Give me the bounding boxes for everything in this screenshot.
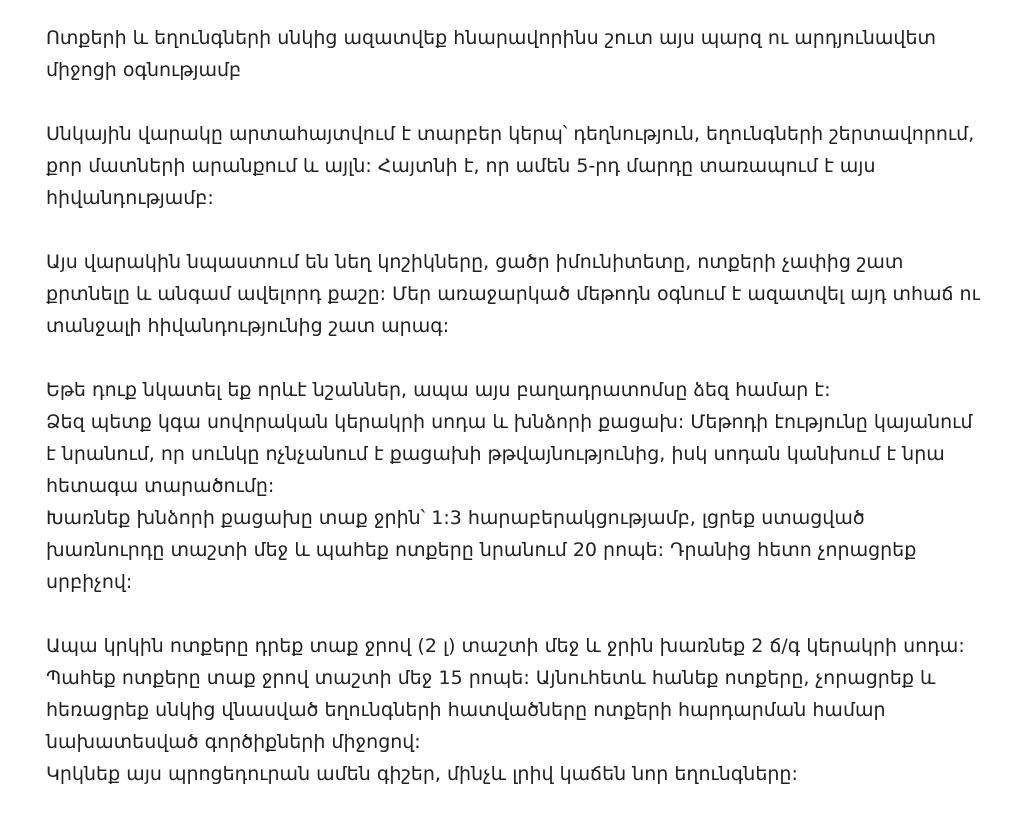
- paragraph-procedure: [46, 630, 986, 790]
- paragraph-text: Ոտքերի և եղունգների սնկից ազատվեք հնարավորինս շուտ այս պարզ ու արդյունավետ միջոցի օգնությամբ: [46, 27, 937, 81]
- paragraph-text: Ձեզ պետք կգա սովորական կերակրի սոդա և խնձորի քացախ: Մեթոդի էությունը կայանում է նրանում, որ սունկը ոչնչանում է քացախի թթվայնությունից, իսկ սոդան կանխում է նրա հետագա տարածումը:: [46, 411, 973, 497]
- paragraph-text: Այս վարակին նպաստում են նեղ կոշիկները, ցածր իմունիտետը, ոտքերի չափից շատ քրտնելը և անգամ ավելորդ քաշը: Մեր առաջարկած մեթոդն օգնում է ազատվել այդ տհաճ ու տանջալի հիվանդությունից շատ արագ:: [46, 251, 980, 337]
- paragraph-method: [46, 374, 986, 598]
- paragraph-intro: [46, 22, 986, 86]
- paragraph-text: Կրկնեք այս պրոցեդուրան ամեն գիշեր, մինչև լրիվ կաճեն նոր եղունգները:: [46, 763, 798, 785]
- paragraph-text: Պահեք ոտքերը տաք ջրով տաշտի մեջ 15 րոպե: Այնուհետև հանեք ոտքերը, չորացրեք և հեռացրեք սնկից վնասված եղունգների հատվածները ոտքերի հարդարման համար նախատեսված գործիքների միջոցով:: [46, 667, 936, 753]
- paragraph-symptoms: [46, 118, 986, 214]
- paragraph-text: Ապա կրկին ոտքերը դրեք տաք ջրով (2 լ) տաշտի մեջ և ջրին խառնեք 2 ճ/գ կերակրի սոդա:: [46, 635, 965, 657]
- paragraph-text: Եթե դուք նկատել եք որևէ նշաններ, ապա այս բաղադրատոմսը ձեզ համար է:: [46, 379, 831, 401]
- paragraph-causes: [46, 246, 986, 342]
- article-body: [46, 22, 986, 818]
- paragraph-text: Սնկային վարակը արտահայտվում է տարբեր կերպ՝ դեղնություն, եղունգների շերտավորում, քոր մատների արանքում և այլն: Հայտնի է, որ ամեն 5-րդ մարդը տառապում է այս հիվանդությամբ:: [46, 123, 975, 209]
- scrollbar-track[interactable]: [1015, 0, 1027, 818]
- paragraph-text: Խառնեք խնձորի քացախը տաք ջրին՝ 1:3 հարաբերակցությամբ, լցրեք ստացված խառնուրդը տաշտի մեջ և պահեք ոտքերը նրանում 20 րոպե: Դրանից հետո չորացրեք սրբիչով:: [46, 507, 917, 593]
